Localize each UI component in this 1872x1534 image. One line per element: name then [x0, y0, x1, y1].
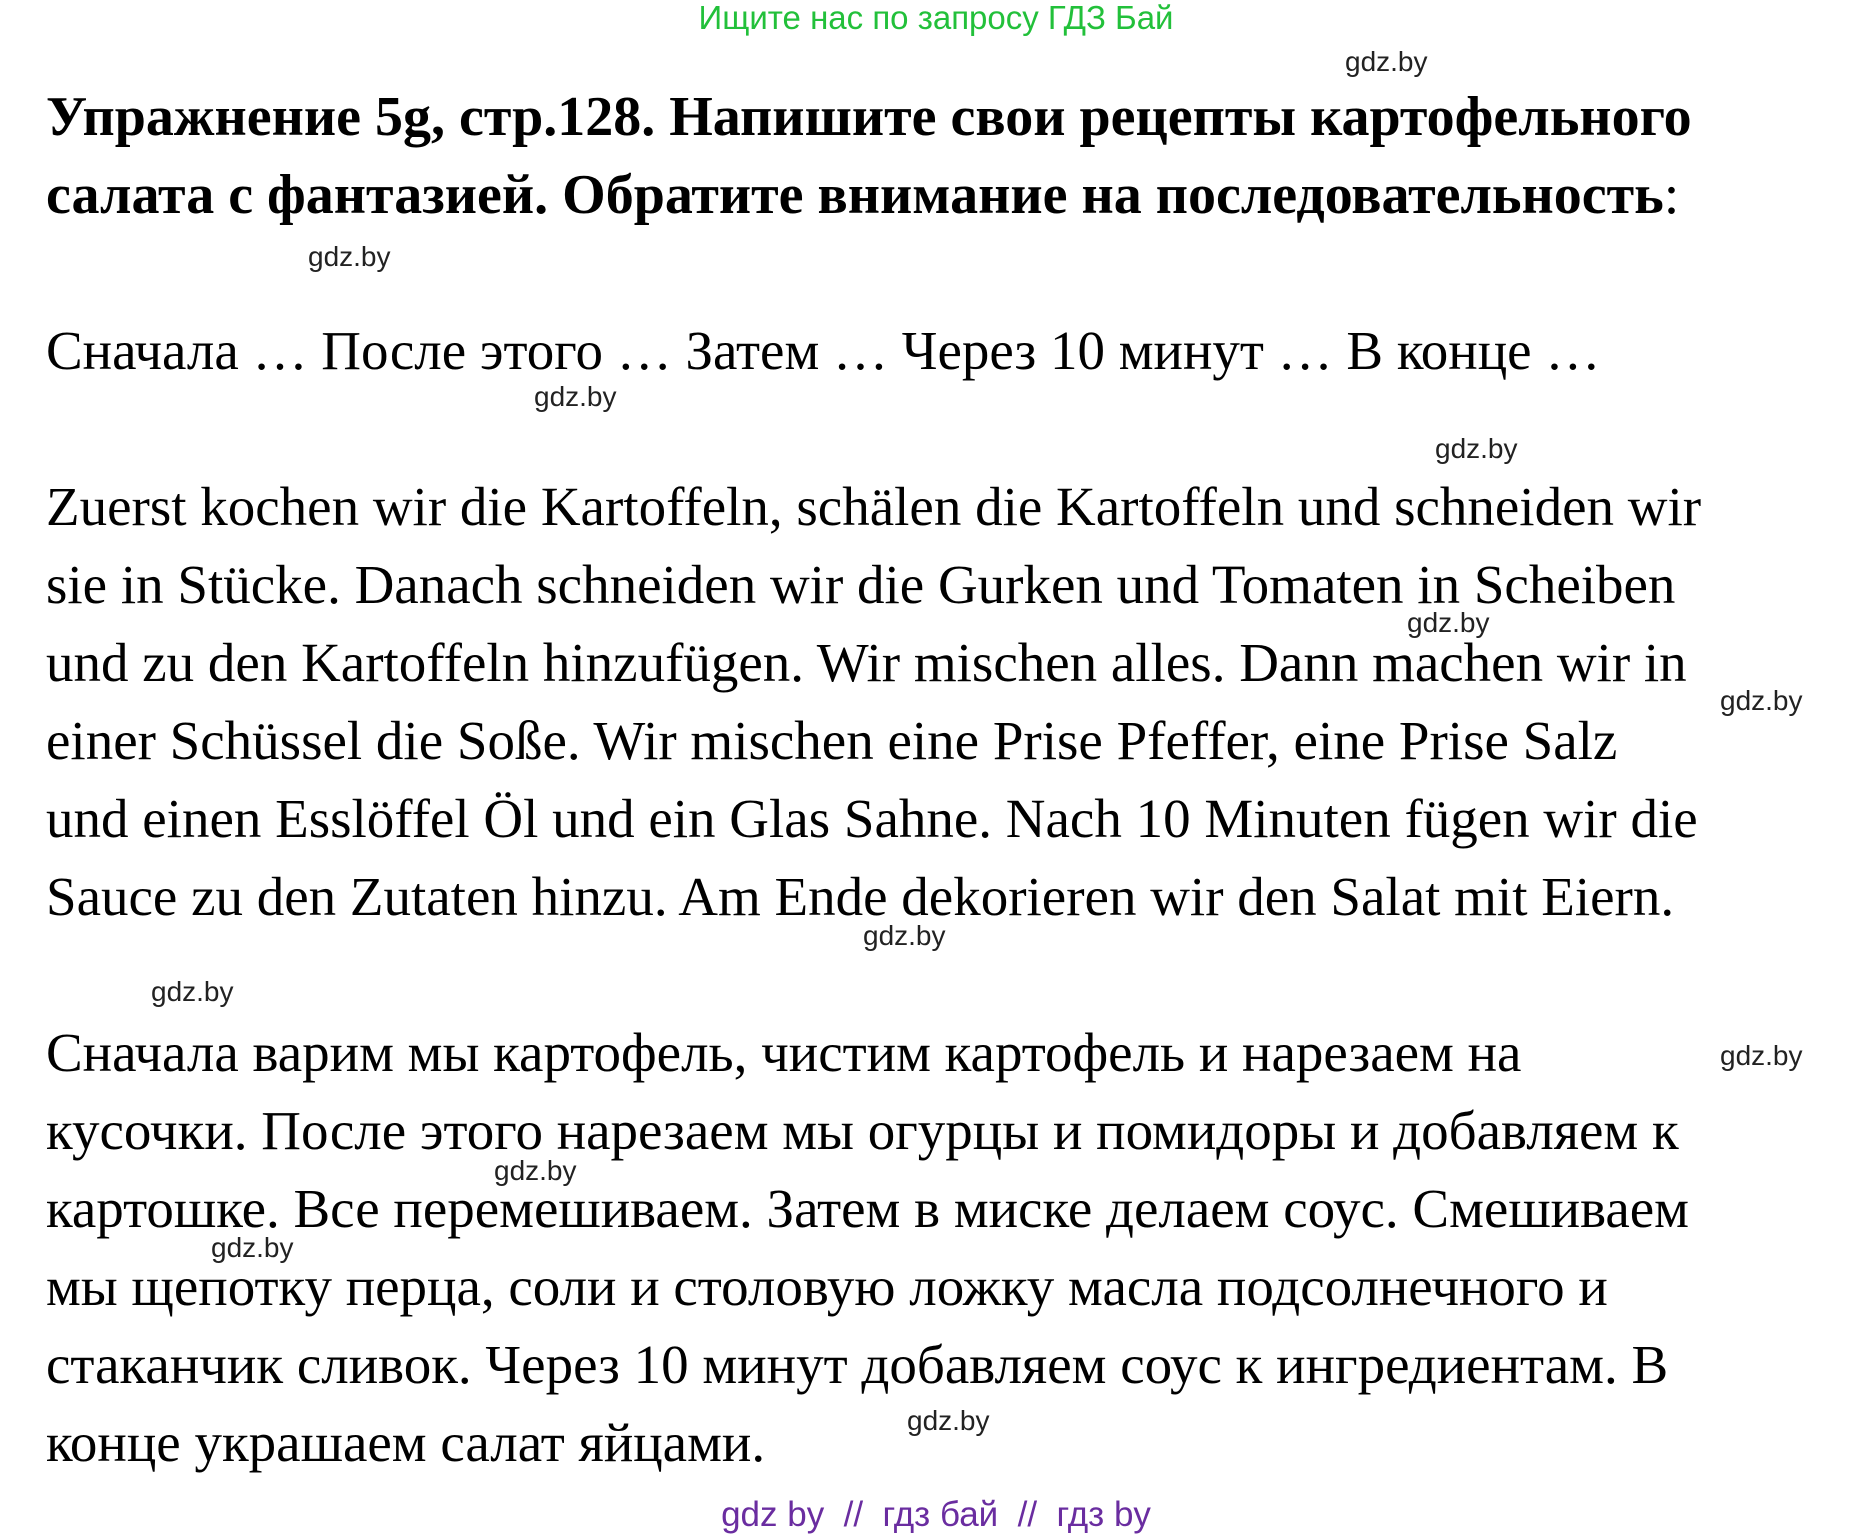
german-line: und einen Esslöffel Öl und ein Glas Sahne. Nach 10 Minuten fügen wir die: [46, 788, 1698, 849]
russian-line: мы щепотку перца, соли и столовую ложку масла подсолнечного и: [46, 1256, 1608, 1317]
watermark: gdz.by: [863, 920, 946, 951]
sequence-words: [46, 312, 1846, 390]
watermark: gdz.by: [494, 1155, 577, 1186]
russian-line: Сначала варим мы картофель, чистим картофель и нарезаем на: [46, 1022, 1522, 1083]
german-line: und zu den Kartoffeln hinzufügen. Wir mischen alles. Dann machen wir in: [46, 632, 1687, 693]
german-line: Sauce zu den Zutaten hinzu. Am Ende dekorieren wir den Salat mit Eiern.: [46, 866, 1675, 927]
watermark: gdz.by: [1720, 1040, 1803, 1071]
sequence-line: Сначала … После этого … Затем … Через 10 минут … В конце …: [46, 320, 1601, 381]
heading-line-1: Упражнение 5g, стр.128. Напишите свои рецепты картофельного: [46, 86, 1692, 148]
russian-line: картошке. Все перемешиваем. Затем в миске делаем соус. Смешиваем: [46, 1178, 1689, 1239]
german-line: Zuerst kochen wir die Kartoffeln, schälen die Kartoffeln und schneiden wir: [46, 476, 1702, 537]
german-recipe: [46, 468, 1846, 936]
watermark: gdz.by: [151, 976, 234, 1007]
footer-watermark: gdz by // гдз бай // гдз by: [721, 1495, 1151, 1534]
russian-line: конце украшаем салат яйцами.: [46, 1412, 766, 1473]
watermark: gdz.by: [1720, 685, 1803, 716]
heading-line-2: салата с фантазией. Обратите внимание на последовательность: [46, 164, 1664, 226]
watermark: gdz.by: [308, 241, 391, 272]
watermark: gdz.by: [534, 381, 617, 412]
german-line: sie in Stücke. Danach schneiden wir die Gurken und Tomaten in Scheiben: [46, 554, 1676, 615]
search-banner: Ищите нас по запросу ГДЗ Бай: [698, 0, 1174, 36]
watermark: gdz.by: [1435, 433, 1518, 464]
russian-line: стаканчик сливок. Через 10 минут добавляем соус к ингредиентам. В: [46, 1334, 1669, 1395]
german-line: einer Schüssel die Soße. Wir mischen eine Prise Pfeffer, eine Prise Salz: [46, 710, 1618, 771]
watermark: gdz.by: [1345, 46, 1428, 77]
watermark: gdz.by: [907, 1405, 990, 1436]
heading-colon: :: [1663, 164, 1680, 226]
watermark: gdz.by: [211, 1232, 294, 1263]
watermark: gdz.by: [1407, 607, 1490, 638]
russian-line: кусочки. После этого нарезаем мы огурцы и помидоры и добавляем к: [46, 1100, 1679, 1161]
exercise-heading: [46, 78, 1846, 234]
